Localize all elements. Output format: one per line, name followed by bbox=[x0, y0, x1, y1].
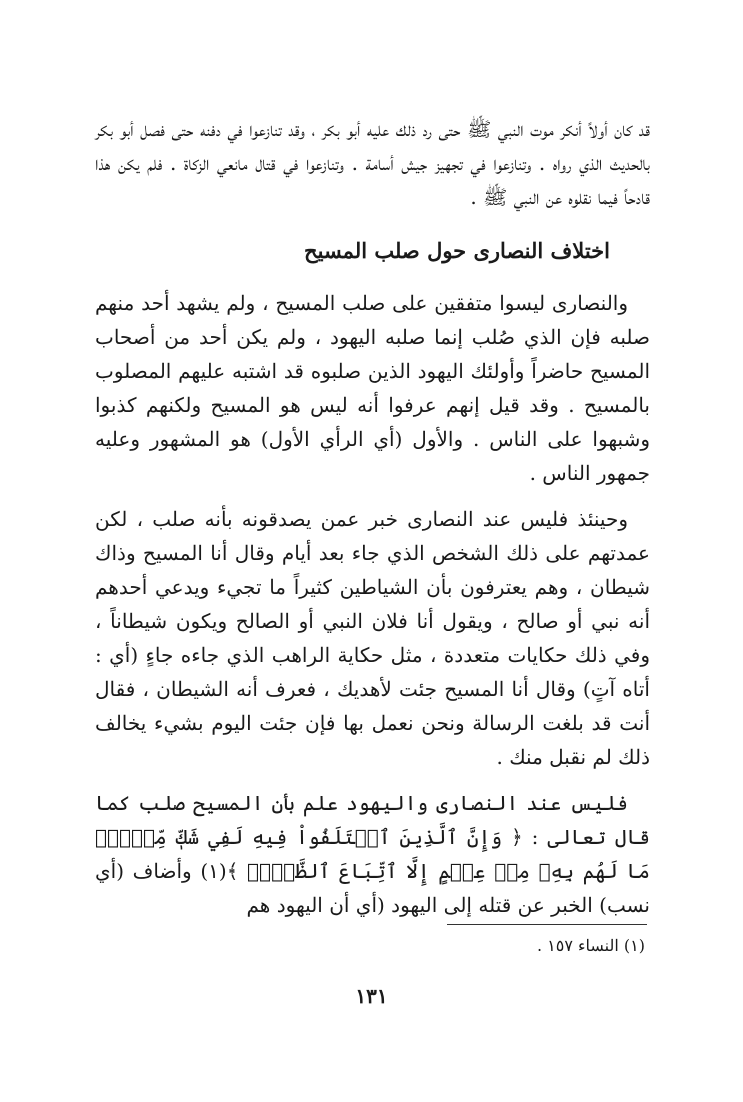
footnote-divider bbox=[447, 924, 647, 925]
section-heading: اختلاف النصارى حول صلب المسيح bbox=[304, 238, 610, 263]
intro-paragraph: قد كان أولاً أنكر موت النبي ﷺ حتى رد ذلك عليه أبو بكر ، وقد تنازعوا في دفنه حتى فصل أبو بكر بالحديث الذي رواه . وتنازعوا في تجهيز جيش أسامة . وتنازعوا في قتال مانعي الزكاة . فلم يكن هذا قادحاً فيما نقلوه عن النبي ﷺ . bbox=[95, 117, 650, 209]
page-number: ١٣١ bbox=[355, 984, 388, 1008]
footnote: (١) النساء ١٥٧ . bbox=[536, 936, 645, 955]
paragraph-3: فليس عند النصارى واليهود علم بأن المسيح صلب كما قال تعالى : ﴿ وَإِنَّ ٱلَّذِينَ ٱخۡتَلَفُواْ فِيهِ لَفِي شَكّٖ مِّنۡهُۚ مَا لَهُم بِهِۦ مِنۡ عِلۡمٍ إِلَّا ٱتِّبَاعَ ٱلظَّنِّۚ ﴾(١) وأضاف (أي نسب) الخبر عن قتله إلى اليهود (أي أن اليهود هم bbox=[95, 791, 650, 917]
paragraph-1: والنصارى ليسوا متفقين على صلب المسيح ، ولم يشهد أحد منهم صلبه فإن الذي صُلب إنما صلبه اليهود ، ولم يكن أحد من أصحاب المسيح حاضراً وأولئك اليهود الذين صلبوه قد اشتبه عليهم المصلوب بالمسيح . وقد قيل إنهم عرفوا أنه ليس هو المسيح ولكنهم كذبوا وشبهوا على الناس . والأول (أي الرأي الأول) هو المشهور وعليه جمهور الناس . bbox=[95, 291, 650, 485]
page-body bbox=[95, 112, 650, 922]
paragraph-2: وحينئذ فليس عند النصارى خبر عمن يصدقونه بأنه صلب ، لكن عمدتهم على ذلك الشخص الذي جاء بعد أيام وقال أنا المسيح وذاك شيطان ، وهم يعترفون بأن الشياطين كثيراً ما تجيء ويدعي أحدهم أنه نبي أو صالح ، ويقول أنا فلان النبي أو الصالح ويكون شيطاناً ، وفي ذلك حكايات متعددة ، مثل حكاية الراهب الذي جاءه جاءٍ (أي : أتاه آتٍ) وقال أنا المسيح جئت لأهديك ، فعرف أنه الشيطان ، فقال أنت قد بلغت الرسالة ونحن نعمل بها فإن جئت اليوم بشيء يخالف ذلك لم نقبل منك . bbox=[95, 507, 650, 769]
